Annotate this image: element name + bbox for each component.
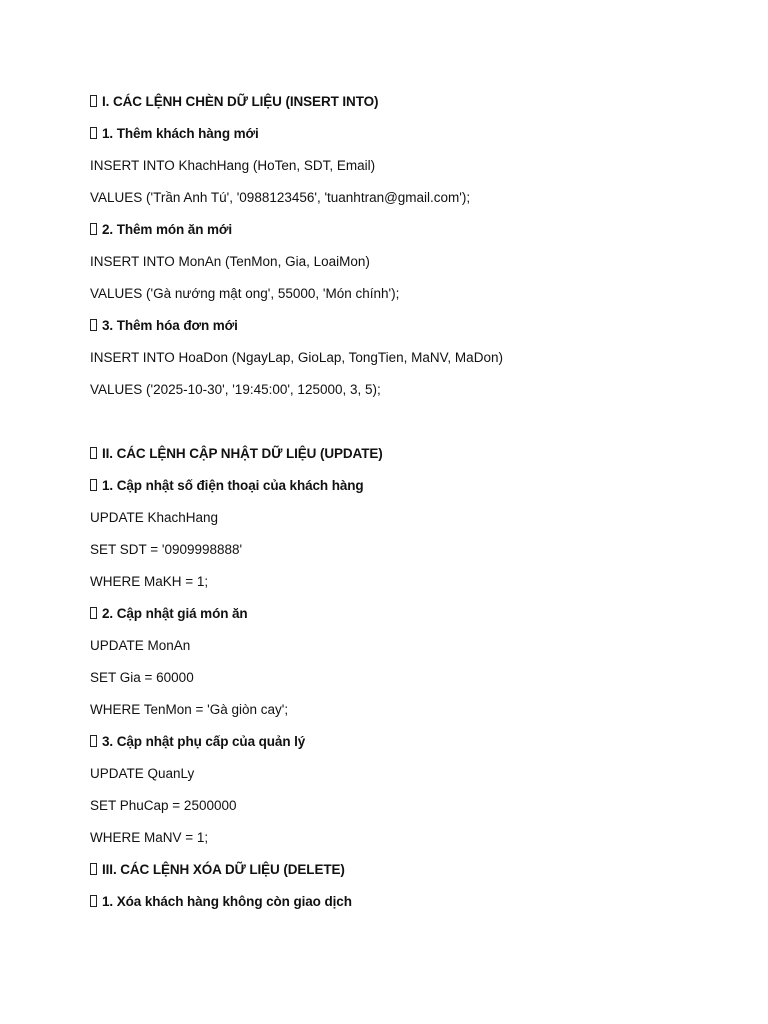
section-heading-insert: I. CÁC LỆNH CHÈN DỮ LIỆU (INSERT INTO) <box>90 93 378 111</box>
code-line: INSERT INTO HoaDon (NgayLap, GioLap, TongTien, MaNV, MaDon) <box>90 350 503 365</box>
code-line: UPDATE MonAn <box>90 638 191 653</box>
missing-glyph-icon <box>90 863 97 875</box>
code-line: WHERE MaNV = 1; <box>90 830 209 845</box>
code-line: WHERE MaKH = 1; <box>90 574 209 589</box>
code-line: VALUES ('2025-10-30', '19:45:00', 125000, 3, 5); <box>90 382 381 397</box>
subheading-add-invoice: 3. Thêm hóa đơn mới <box>90 317 238 335</box>
section-heading-update: II. CÁC LỆNH CẬP NHẬT DỮ LIỆU (UPDATE) <box>90 445 383 463</box>
subheading-update-price: 2. Cập nhật giá món ăn <box>90 605 248 623</box>
code-line: INSERT INTO KhachHang (HoTen, SDT, Email) <box>90 158 376 173</box>
missing-glyph-icon <box>90 223 97 235</box>
subheading-update-allowance: 3. Cập nhật phụ cấp của quản lý <box>90 733 305 751</box>
code-line: SET Gia = 60000 <box>90 670 194 685</box>
code-line: UPDATE QuanLy <box>90 766 195 781</box>
missing-glyph-icon <box>90 479 97 491</box>
subheading-add-dish: 2. Thêm món ăn mới <box>90 221 232 239</box>
code-line: SET PhuCap = 2500000 <box>90 798 237 813</box>
code-line: VALUES ('Gà nướng mật ong', 55000, 'Món chính'); <box>90 286 400 301</box>
missing-glyph-icon <box>90 895 97 907</box>
code-line: INSERT INTO MonAn (TenMon, Gia, LoaiMon) <box>90 254 370 269</box>
code-line: SET SDT = '0909998888' <box>90 542 243 557</box>
code-line: UPDATE KhachHang <box>90 510 219 525</box>
missing-glyph-icon <box>90 319 97 331</box>
missing-glyph-icon <box>90 735 97 747</box>
code-line: VALUES ('Trần Anh Tú', '0988123456', 'tuanhtran@gmail.com'); <box>90 190 471 205</box>
code-line: WHERE TenMon = 'Gà giòn cay'; <box>90 702 289 717</box>
missing-glyph-icon <box>90 447 97 459</box>
subheading-update-phone: 1. Cập nhật số điện thoại của khách hàng <box>90 477 364 495</box>
missing-glyph-icon <box>90 127 97 139</box>
missing-glyph-icon <box>90 95 97 107</box>
section-heading-delete: III. CÁC LỆNH XÓA DỮ LIỆU (DELETE) <box>90 861 345 879</box>
subheading-add-customer: 1. Thêm khách hàng mới <box>90 125 259 143</box>
subheading-delete-customer: 1. Xóa khách hàng không còn giao dịch <box>90 893 352 911</box>
missing-glyph-icon <box>90 607 97 619</box>
